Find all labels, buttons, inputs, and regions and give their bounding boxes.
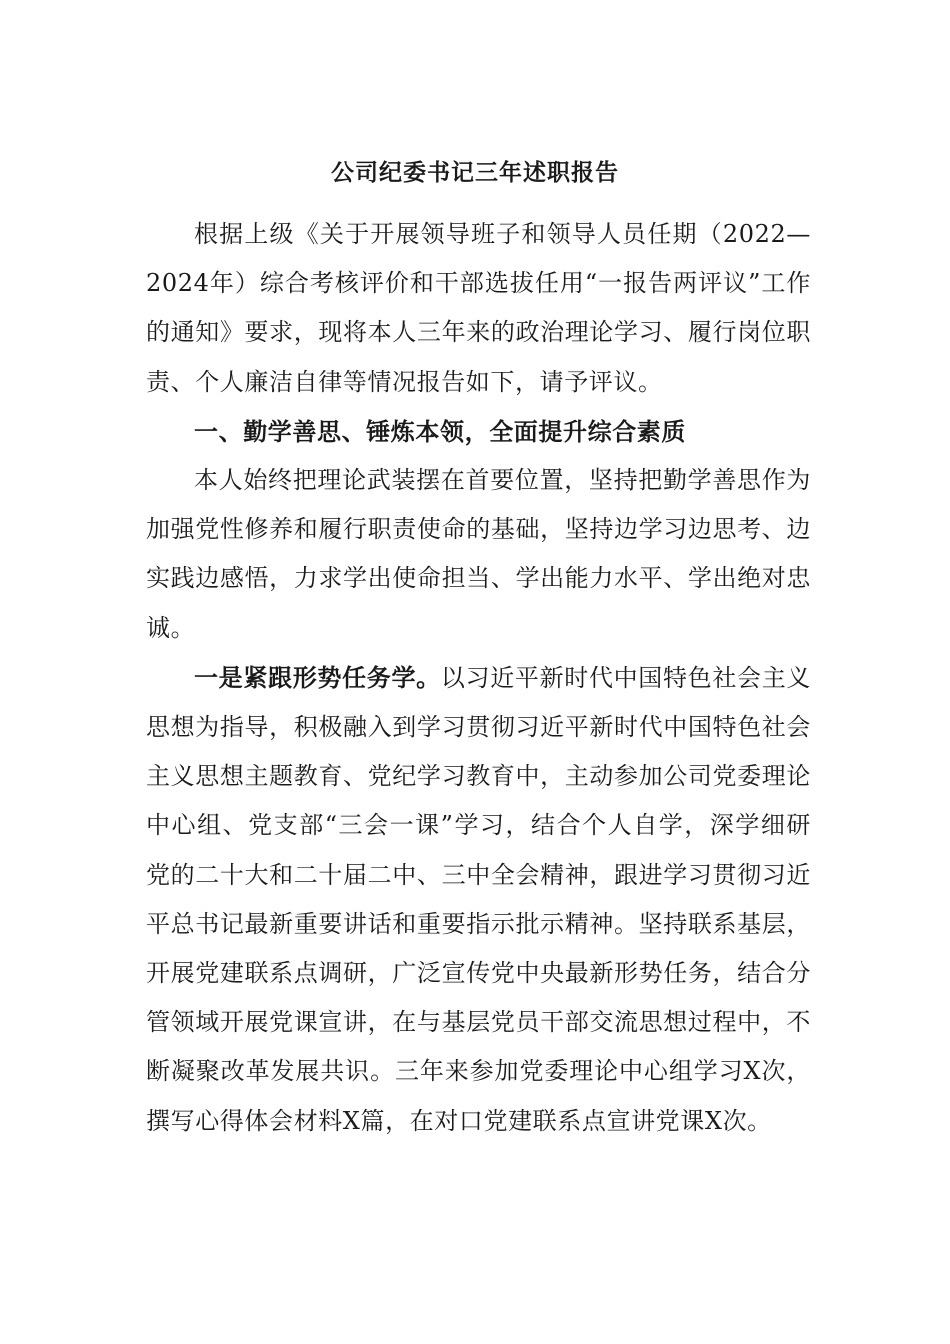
point-lead: 一是紧跟形势任务学。: [194, 662, 441, 692]
section-heading: 一、勤学善思、锤炼本领，全面提升综合素质: [194, 416, 686, 446]
section-summary-paragraph: 本人始终把理论武装摆在首要位置，坚持把勤学善思作为加强党性修养和履行职责使命的基础，坚持边学习边思考、边实践边感悟，力求学出使命担当、学出能力水平、学出绝对忠诚。: [146, 466, 811, 642]
point-text: 以习近平新时代中国特色社会主义思想为指导，积极融入到学习贯彻习近平新时代中国特色社会主义思想主题教育、党纪学习教育中，主动参加公司党委理论中心组、党支部“三会一课”学习，结合个人自学，深学细研党的二十大和二十届二中、三中全会精神，跟进学习贯彻习近平总书记最新重要讲话和重要指示批示精神。坚持联系基层，开展党建联系点调研，广泛宣传党中央最新形势任务，结合分管领域开展党课宣讲，在与基层党员干部交流思想过程中，不断凝聚改革发展共识。三年来参加党委理论中心组学习X次，撰写心得体会材料X篇，在对口党建联系点宣讲党课X次。: [146, 663, 812, 1135]
document-title: 公司纪委书记三年述职报告: [331, 159, 619, 186]
document-body: [146, 210, 811, 1146]
point-paragraph: [146, 653, 811, 1146]
intro-paragraph: 根据上级《关于开展领导班子和领导人员任期（2022—2024年）综合考核评价和干部选拔任用“一报告两评议”工作的通知》要求，现将本人三年来的政治理论学习、履行岗位职责、个人廉洁自律等情况报告如下，请予评议。: [146, 220, 811, 396]
